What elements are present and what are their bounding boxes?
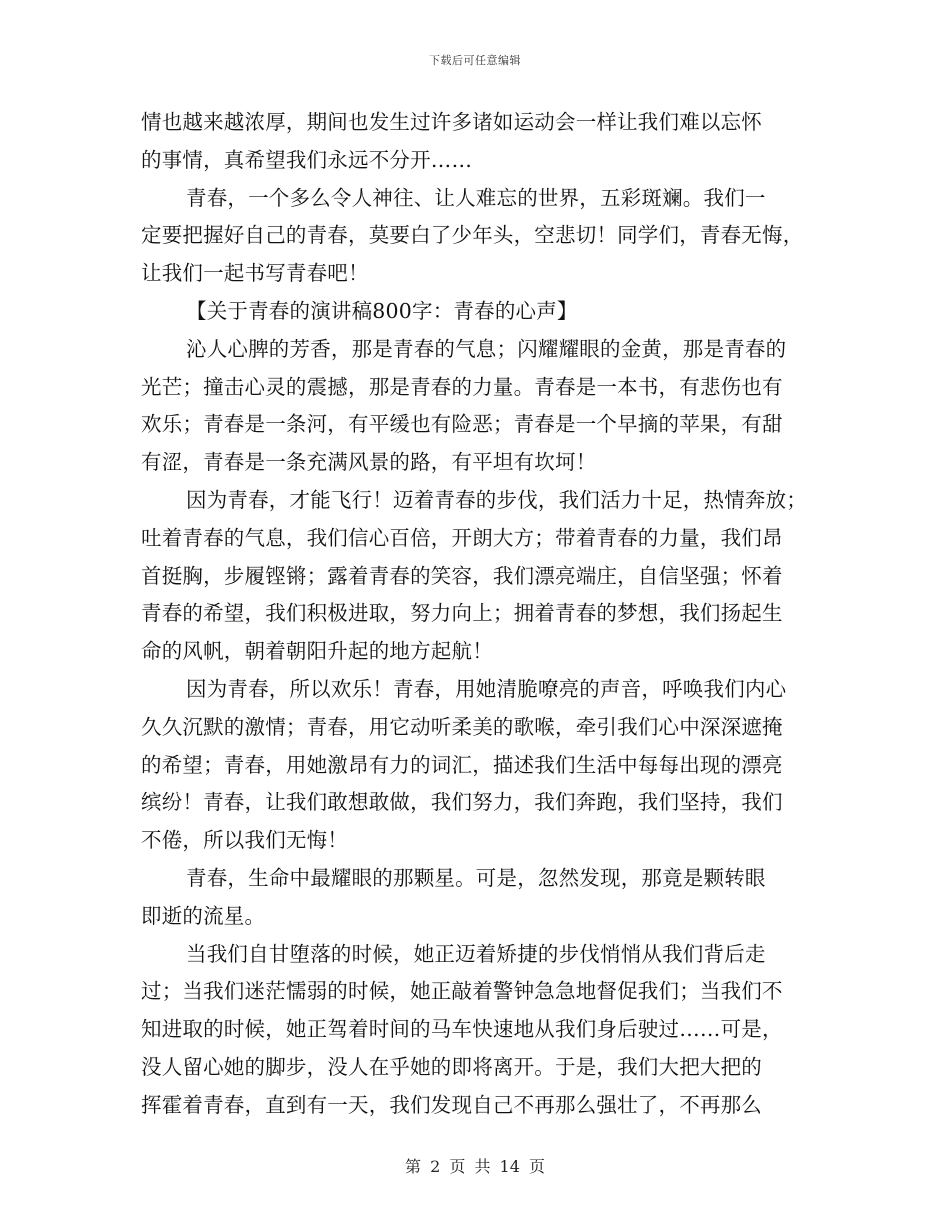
text-line: 因为青春，所以欢乐！青春，用她清脆嘹亮的声音，呼唤我们内心 — [186, 676, 787, 701]
text-line: 光芒；撞击心灵的震撼，那是青春的力量。青春是一本书，有悲伤也有 — [141, 374, 783, 399]
text-line: 欢乐；青春是一条河，有平缓也有险恶；青春是一个早摘的苹果，有甜 — [141, 412, 783, 437]
text-line: 青春，生命中最耀眼的那颗星。可是，忽然发现，那竟是颗转眼 — [186, 865, 766, 890]
text-line: 情也越来越浓厚，期间也发生过许多诸如运动会一样让我们难以忘怀 — [141, 110, 762, 134]
text-line: 当我们自甘堕落的时候，她正迈着矫捷的步伐悄悄从我们背后走 — [186, 941, 766, 966]
text-line: 青春的希望，我们积极进取，努力向上；拥着青春的梦想，我们扬起生 — [141, 601, 783, 626]
text-line: 挥霍着青春，直到有一天，我们发现自己不再那么强壮了，不再那么 — [141, 1092, 762, 1117]
text-line: 首挺胸，步履铿锵；露着青春的笑容，我们漂亮端庄，自信坚强；怀着 — [141, 563, 783, 588]
text-line: 沁人心脾的芳香，那是青春的气息；闪耀耀眼的金黄，那是青春的 — [186, 336, 787, 361]
text-line: 青春，一个多么令人神往、让人难忘的世界，五彩斑斓。我们一 — [186, 185, 766, 210]
text-line: 让我们一起书写青春吧！ — [141, 261, 369, 286]
text-line: 【关于青春的演讲稿800字：青春的心声】 — [186, 298, 578, 323]
text-line: 的事情，真希望我们永远不分开…… — [141, 147, 473, 172]
text-line: 没人留心她的脚步，没人在乎她的即将离开。于是，我们大把大把的 — [141, 1054, 762, 1079]
text-line: 过；当我们迷茫懦弱的时候，她正敲着警钟急急地督促我们；当我们不 — [141, 979, 783, 1004]
text-line: 久久沉默的激情；青春，用它动听柔美的歌喉，牵引我们心中深深遮掩 — [141, 714, 783, 739]
text-line: 定要把握好自己的青春，莫要白了少年头，空悲切！同学们，青春无悔， — [141, 223, 804, 248]
text-line: 缤纷！青春，让我们敢想敢做，我们努力，我们奔跑，我们坚持，我们 — [141, 790, 783, 815]
text-line: 的希望；青春，用她激昂有力的词汇，描述我们生活中每每出现的漂亮 — [141, 752, 783, 777]
text-line: 因为青春，才能飞行！迈着青春的步伐，我们活力十足，热情奔放； — [186, 487, 807, 512]
text-line: 不倦，所以我们无悔！ — [141, 828, 348, 853]
text-line: 即逝的流星。 — [141, 903, 266, 928]
text-line: 知进取的时候，她正驾着时间的马车快速地从我们身后驶过……可是， — [141, 1017, 783, 1042]
page-header: 下载后可任意编辑 — [429, 54, 521, 67]
page-number-footer: 第 2 页 共 14 页 — [405, 1157, 545, 1176]
document-body — [141, 104, 813, 1125]
text-line: 命的风帆，朝着朝阳升起的地方起航！ — [141, 639, 493, 664]
text-line: 有涩，青春是一条充满风景的路，有平坦有坎坷！ — [141, 450, 597, 475]
text-line: 吐着青春的气息，我们信心百倍，开朗大方；带着青春的力量，我们昂 — [141, 525, 783, 550]
